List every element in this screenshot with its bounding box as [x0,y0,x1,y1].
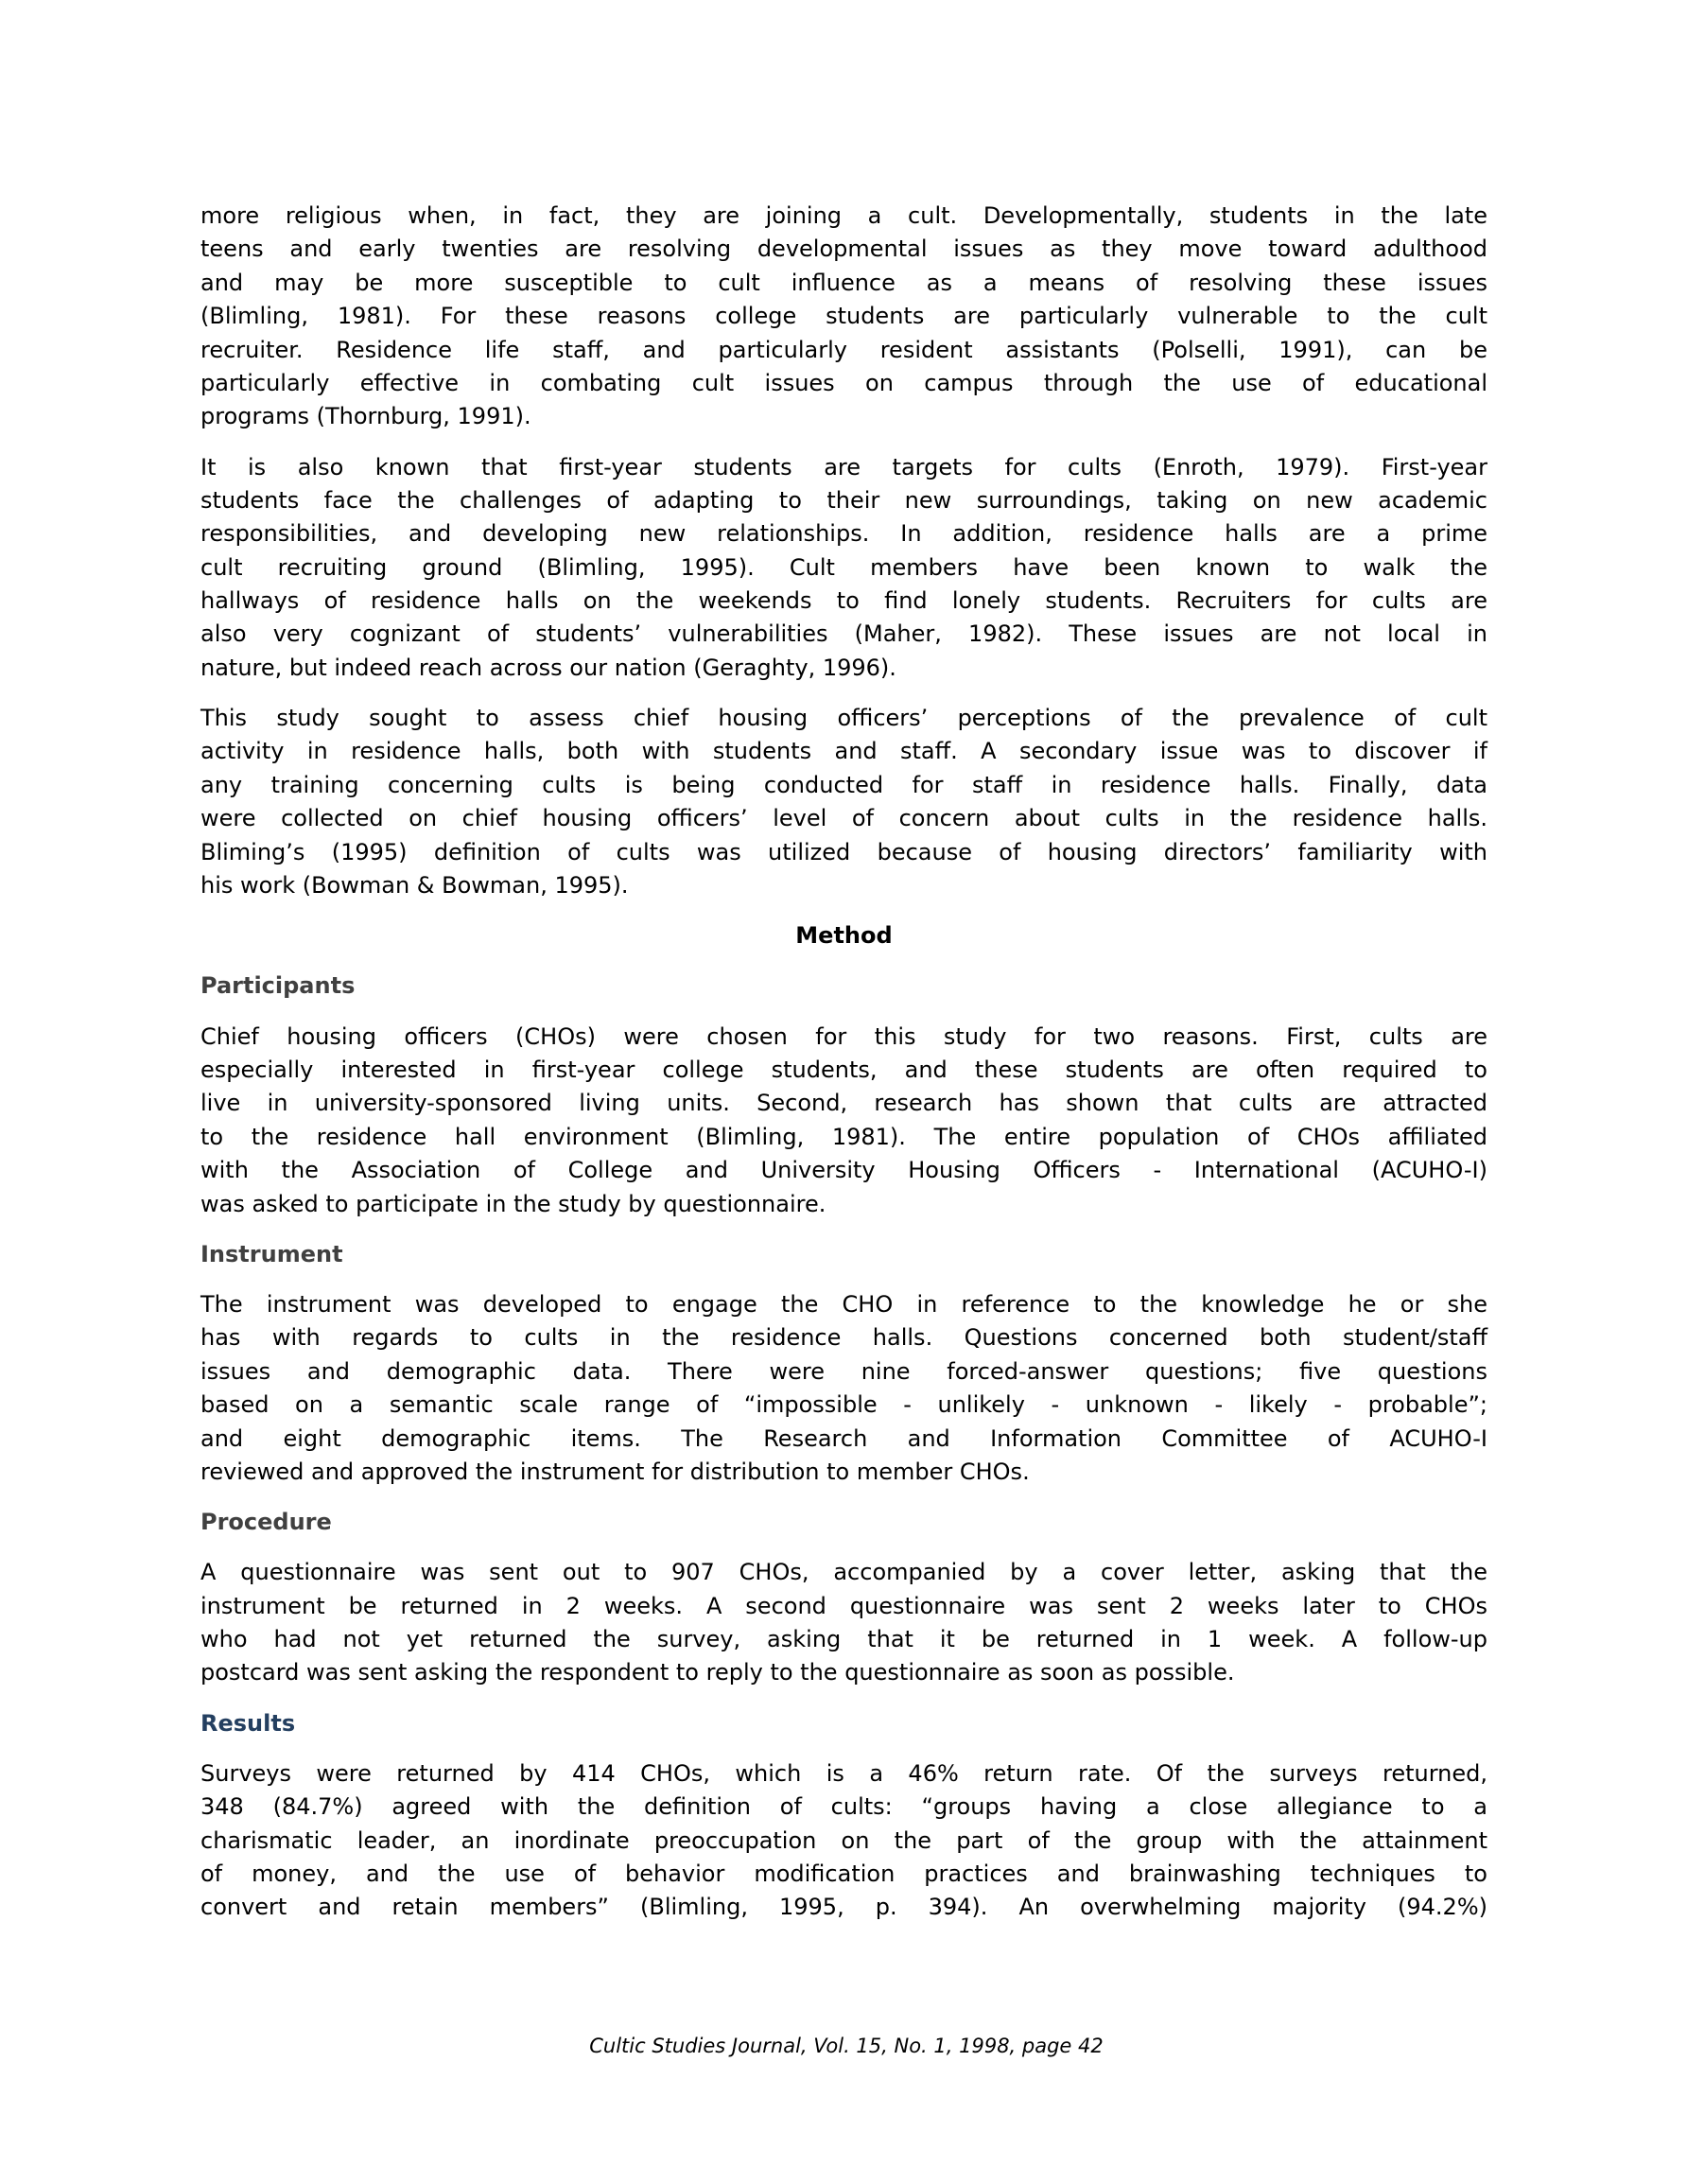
text-line: also very cognizant of students’ vulnerabilities (Maher, 1982). These issues are not local in [200,620,1487,648]
text-line: live in university-sponsored living units. Second, research has shown that cults are attracted [200,1090,1487,1117]
text-line: nature, but indeed reach across our nation (Geraghty, 1996). [200,654,896,681]
paragraph [200,200,1487,434]
page-footer [0,2032,1687,2060]
section-subheading: Procedure [200,1509,332,1536]
document-page [200,200,1487,1942]
text-line: recruiter. Residence life staff, and particularly resident assistants (Polselli, 1991), can be [200,336,1487,363]
text-line: more religious when, in fact, they are joining a cult. Developmentally, students in the late [200,202,1487,229]
paragraph [200,1556,1487,1690]
text-line: Bliming’s (1995) definition of cults was utilized because of housing directors’ familiarity with [200,838,1487,865]
text-line: reviewed and approved the instrument for distribution to member CHOs. [200,1458,1030,1485]
text-line: who had not yet returned the survey, asking that it be returned in 1 week. A follow-up [200,1626,1487,1653]
section-subheading: Participants [200,972,356,1000]
text-line: A questionnaire was sent out to 907 CHOs, accompanied by a cover letter, asking that the [200,1559,1487,1586]
journal-citation: Cultic Studies Journal, Vol. 15, No. 1, 1998, page 42 [589,2035,1104,2057]
text-line: hallways of residence halls on the weekends to find lonely students. Recruiters for cults are [200,587,1487,615]
text-line: students face the challenges of adapting to their new surroundings, taking on new academic [200,486,1487,514]
text-line: teens and early twenties are resolving developmental issues as they move toward adulthood [200,236,1487,263]
text-line: (Blimling, 1981). For these reasons college students are particularly vulnerable to the cult [200,303,1487,330]
text-line: cult recruiting ground (Blimling, 1995). Cult members have been known to walk the [200,553,1487,581]
paragraph [200,1288,1487,1489]
text-line: The instrument was developed to engage the CHO in reference to the knowledge he or she [200,1290,1487,1318]
text-line: were collected on chief housing officers’ level of concern about cults in the residence halls. [200,805,1487,832]
paragraph [200,1021,1487,1221]
section-subheading-results: Results [200,1709,296,1737]
text-line: with the Association of College and University Housing Officers - International (ACUHO-I) [200,1157,1487,1184]
text-line: particularly effective in combating cult issues on campus through the use of educational [200,369,1487,396]
heading-block [200,919,1487,952]
text-line: especially interested in first-year college students, and these students are often required to [200,1057,1487,1083]
text-line: has with regards to cults in the residence halls. Questions concerned both student/staff [200,1324,1487,1352]
text-line: his work (Bowman & Bowman, 1995). [200,872,629,900]
text-line: was asked to participate in the study by questionnaire. [200,1190,826,1217]
text-line: any training concerning cults is being conducted for staff in residence halls. Finally, data [200,771,1487,798]
section-subheading: Instrument [200,1240,343,1267]
text-line: charismatic leader, an inordinate preoccupation on the part of the group with the attainment [200,1826,1487,1854]
text-line: responsibilities, and developing new relationships. In addition, residence halls are a prime [200,520,1487,548]
text-line: issues and demographic data. There were nine forced-answer questions; five questions [200,1357,1487,1385]
text-line: convert and retain members” (Blimling, 1995, p. 394). An overwhelming majority (94.2%) [200,1894,1487,1921]
paragraph [200,702,1487,902]
heading-block [200,1238,1487,1271]
text-line: and eight demographic items. The Research and Information Committee of ACUHO-I [200,1424,1487,1452]
text-line: Surveys were returned by 414 CHOs, which is a 46% return rate. Of the surveys returned, [200,1759,1487,1787]
text-line: instrument be returned in 2 weeks. A second questionnaire was sent 2 weeks later to CHOs [200,1592,1487,1619]
heading-block [200,1506,1487,1539]
text-line: to the residence hall environment (Blimling, 1981). The entire population of CHOs affiliated [200,1123,1487,1150]
text-line: It is also known that first-year students are targets for cults (Enroth, 1979). First-year [200,453,1487,480]
section-heading: Method [795,922,893,950]
heading-block [200,1707,1487,1740]
text-line: This study sought to assess chief housing officers’ perceptions of the prevalence of cult [200,705,1487,732]
text-line: of money, and the use of behavior modification practices and brainwashing techniques to [200,1861,1487,1888]
text-line: activity in residence halls, both with students and staff. A secondary issue was to discover if [200,738,1487,765]
text-line: Chief housing officers (CHOs) were chosen for this study for two reasons. First, cults are [200,1022,1487,1050]
paragraph [200,451,1487,686]
text-line: programs (Thornburg, 1991). [200,403,531,430]
heading-block [200,970,1487,1003]
text-line: and may be more susceptible to cult influence as a means of resolving these issues [200,269,1487,296]
text-line: postcard was sent asking the respondent to reply to the questionnaire as soon as possible. [200,1659,1235,1686]
text-line: 348 (84.7%) agreed with the definition of cults: “groups having a close allegiance to a [200,1793,1487,1821]
text-line: based on a semantic scale range of “impossible - unlikely - unknown - likely - probable”; [200,1391,1487,1419]
paragraph [200,1757,1487,1925]
